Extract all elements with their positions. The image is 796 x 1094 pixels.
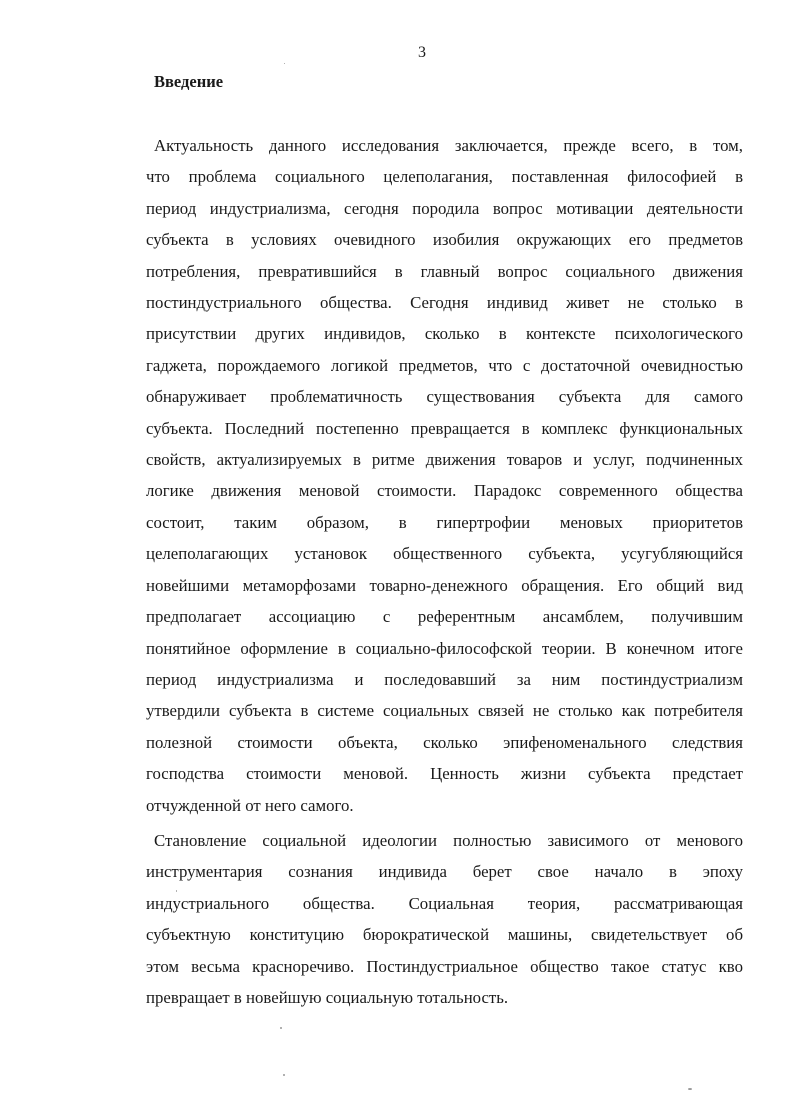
text-line: гаджета, порождаемого логикой предметов, что с достаточной очевидностью xyxy=(146,355,743,375)
text-line: присутствии других индивидов, сколько в контексте психологического xyxy=(146,324,743,344)
text-line: господства стоимости меновой. Ценность жизни субъекта предстает xyxy=(146,764,743,784)
text-line: новейшими метаморфозами товарно-денежного обращения. Его общий вид xyxy=(146,575,743,595)
text-line: Становление социальной идеологии полностью зависимого от менового xyxy=(154,831,743,850)
scan-speck xyxy=(280,1027,282,1029)
text-line: индустриального общества. Социальная теория, рассматривающая xyxy=(146,893,743,913)
text-line: период индустриализма и последовавший за ним постиндустриализм xyxy=(146,669,743,689)
text-line: понятийное оформление в социально-философской теории. В конечном итоге xyxy=(146,638,743,658)
text-line: предполагает ассоциацию с референтным ансамблем, получившим xyxy=(146,607,743,627)
text-line: Актуальность данного исследования заключается, прежде всего, в том, xyxy=(154,136,743,155)
text-line: логике движения меновой стоимости. Парадокс современного общества xyxy=(146,481,743,501)
text-line: субъекта. Последний постепенно превращается в комплекс функциональных xyxy=(146,418,743,438)
text-line: этом весьма красноречиво. Постиндустриальное общество такое статус кво xyxy=(146,956,743,976)
scan-speck xyxy=(688,1088,692,1090)
text-line: субъектную конституцию бюрократической машины, свидетельствует об xyxy=(146,925,743,945)
section-heading: Введение xyxy=(154,72,224,91)
scan-speck xyxy=(176,890,177,892)
text-line: инструментария сознания индивида берет свое начало в эпоху xyxy=(146,862,743,882)
text-line: обнаруживает проблематичность существования субъекта для самого xyxy=(146,387,743,407)
paragraph-2 xyxy=(146,825,743,1013)
text-line: утвердили субъекта в системе социальных связей не столько как потребителя xyxy=(146,701,743,721)
paragraph-1 xyxy=(146,130,743,821)
text-line: свойств, актуализируемых в ритме движения товаров и услуг, подчиненных xyxy=(146,450,743,470)
text-line: потребления, превратившийся в главный вопрос социального движения xyxy=(146,261,743,281)
text-line: превращает в новейшую социальную тотальность. xyxy=(146,988,509,1008)
scan-speck xyxy=(284,63,285,64)
text-line: полезной стоимости объекта, сколько эпифеноменального следствия xyxy=(146,732,743,752)
page-number: 3 xyxy=(418,44,426,61)
scan-speck xyxy=(283,1074,285,1076)
text-line: период индустриализма, сегодня породила вопрос мотивации деятельности xyxy=(146,198,743,218)
text-line: состоит, таким образом, в гипертрофии меновых приоритетов xyxy=(146,512,743,532)
text-line: что проблема социального целеполагания, поставленная философией в xyxy=(146,167,743,187)
text-line: отчужденной от него самого. xyxy=(146,795,354,815)
text-line: целеполагающих установок общественного субъекта, усугубляющийся xyxy=(146,544,743,564)
text-line: постиндустриального общества. Сегодня индивид живет не столько в xyxy=(146,293,743,313)
text-line: субъекта в условиях очевидного изобилия окружающих его предметов xyxy=(146,230,743,250)
